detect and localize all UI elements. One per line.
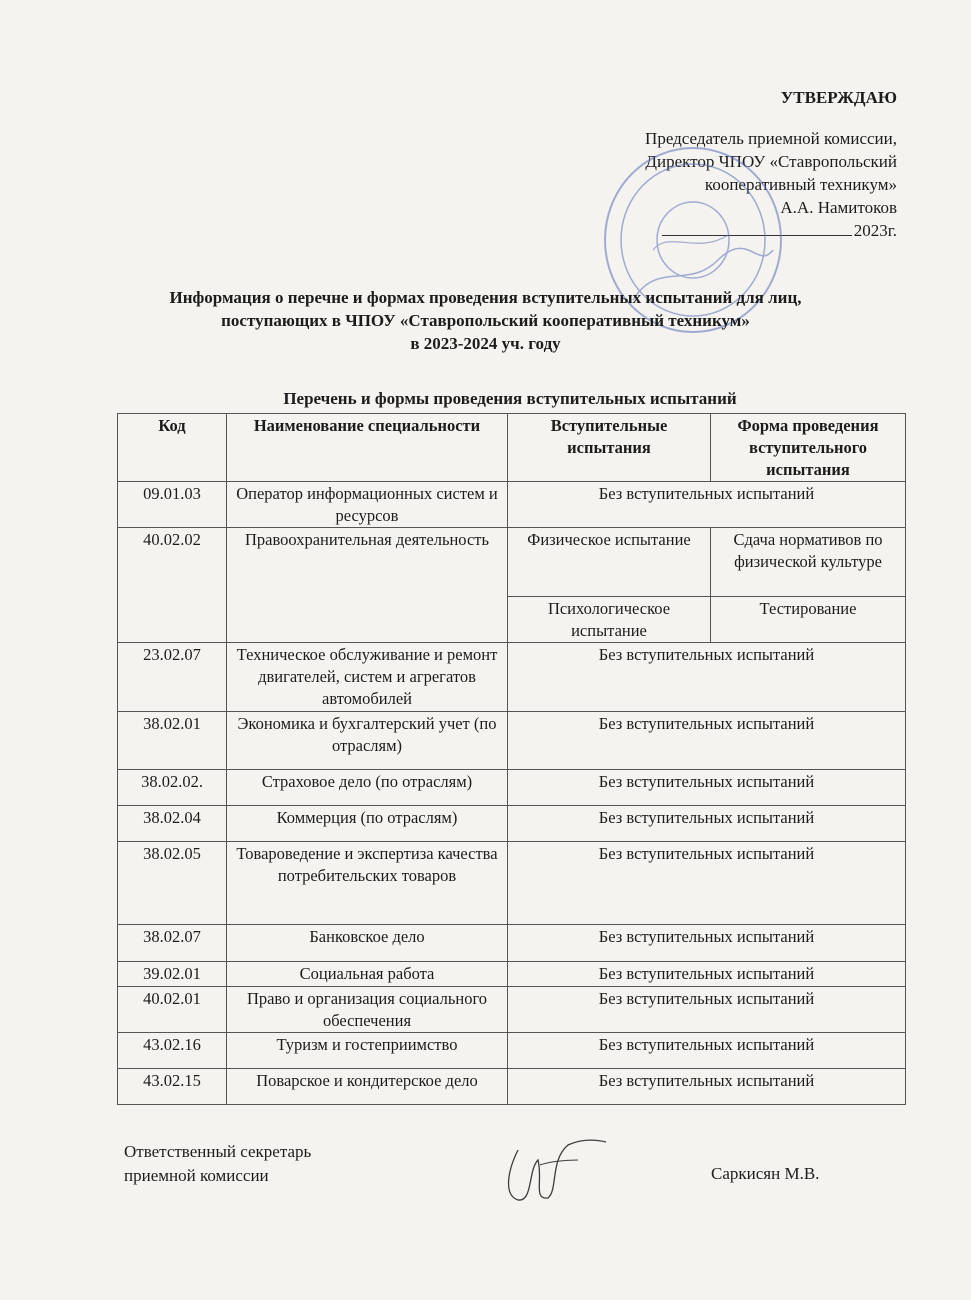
approval-line-2: Директор ЧПОУ «Ставропольский: [645, 152, 897, 171]
table-row: [118, 987, 906, 1033]
row-name: Правоохранительная деятельность: [227, 528, 508, 643]
approval-line-1: Председатель приемной комиссии,: [645, 129, 897, 148]
row-code: 43.02.15: [118, 1069, 227, 1105]
footer-line-2: приемной комиссии: [124, 1166, 269, 1185]
table-row: [118, 806, 906, 842]
row-code: 39.02.01: [118, 962, 227, 987]
signature-icon: [488, 1130, 608, 1210]
row-code: 38.02.05: [118, 842, 227, 925]
footer-name: Саркисян М.В.: [711, 1164, 820, 1183]
row-code: 38.02.07: [118, 925, 227, 962]
row-note: Без вступительных испытаний: [508, 643, 906, 712]
table-row: [118, 643, 906, 712]
row-code: 38.02.01: [118, 712, 227, 770]
table-row: [118, 1033, 906, 1069]
header-name: Наименование специальности: [227, 414, 508, 482]
document-title: [0, 286, 971, 355]
row-note: Без вступительных испытаний: [508, 1033, 906, 1069]
row-note: Без вступительных испытаний: [508, 712, 906, 770]
title-line-2: поступающих в ЧПОУ «Ставропольский кооперативный техникум»: [221, 311, 750, 330]
row-note: Без вступительных испытаний: [508, 482, 906, 528]
row-note: Без вступительных испытаний: [508, 806, 906, 842]
row-name: Туризм и гостеприимство: [227, 1033, 508, 1069]
approval-date-suffix: 2023г.: [853, 221, 897, 240]
row-code: 09.01.03: [118, 482, 227, 528]
row-note: Без вступительных испытаний: [508, 770, 906, 806]
table-caption: Перечень и формы проведения вступительных испытаний: [283, 389, 737, 408]
row-code: 40.02.02: [118, 528, 227, 643]
row-name: Товароведение и экспертиза качества потребительских товаров: [227, 842, 508, 925]
row-note: Без вступительных испытаний: [508, 962, 906, 987]
row-name: Оператор информационных систем и ресурсов: [227, 482, 508, 528]
row-code: 38.02.04: [118, 806, 227, 842]
row-name: Коммерция (по отраслям): [227, 806, 508, 842]
row-form: Сдача нормативов по физической культуре: [711, 528, 906, 597]
footer-signatory: [124, 1140, 311, 1188]
row-test: Психологическое испытание: [508, 597, 711, 643]
row-note: Без вступительных испытаний: [508, 842, 906, 925]
row-name: Техническое обслуживание и ремонт двигателей, систем и агрегатов автомобилей: [227, 643, 508, 712]
row-name: Страховое дело (по отраслям): [227, 770, 508, 806]
approval-line-3: кооперативный техникум»: [704, 175, 897, 194]
row-name: Право и организация социального обеспечения: [227, 987, 508, 1033]
row-note: Без вступительных испытаний: [508, 925, 906, 962]
table-row: [118, 770, 906, 806]
header-code: Код: [118, 414, 227, 482]
row-code: 40.02.01: [118, 987, 227, 1033]
table-row: [118, 962, 906, 987]
table-row: [118, 528, 906, 597]
row-test: Физическое испытание: [508, 528, 711, 597]
row-name: Банковское дело: [227, 925, 508, 962]
title-line-1: Информация о перечне и формах проведения вступительных испытаний для лиц,: [169, 288, 802, 307]
row-note: Без вступительных испытаний: [508, 987, 906, 1033]
table-row: [118, 842, 906, 925]
approval-line-4: А.А. Намитоков: [780, 198, 897, 217]
title-line-3: в 2023-2024 уч. году: [410, 334, 561, 353]
table-row: [118, 712, 906, 770]
table-row: [118, 1069, 906, 1105]
table-row: [118, 925, 906, 962]
tests-table: [117, 413, 906, 1105]
row-code: 43.02.16: [118, 1033, 227, 1069]
footer-line-1: Ответственный секретарь: [124, 1142, 312, 1161]
header-form: Форма проведения вступительного испытания: [711, 414, 906, 482]
approval-heading: УТВЕРЖДАЮ: [780, 88, 897, 107]
row-name: Поварское и кондитерское дело: [227, 1069, 508, 1105]
table-row: [118, 482, 906, 528]
row-code: 23.02.07: [118, 643, 227, 712]
table-header-row: [118, 414, 906, 482]
row-form: Тестирование: [711, 597, 906, 643]
header-test: Вступительные испытания: [508, 414, 711, 482]
row-code: 38.02.02.: [118, 770, 227, 806]
row-note: Без вступительных испытаний: [508, 1069, 906, 1105]
row-name: Экономика и бухгалтерский учет (по отраслям): [227, 712, 508, 770]
row-name: Социальная работа: [227, 962, 508, 987]
